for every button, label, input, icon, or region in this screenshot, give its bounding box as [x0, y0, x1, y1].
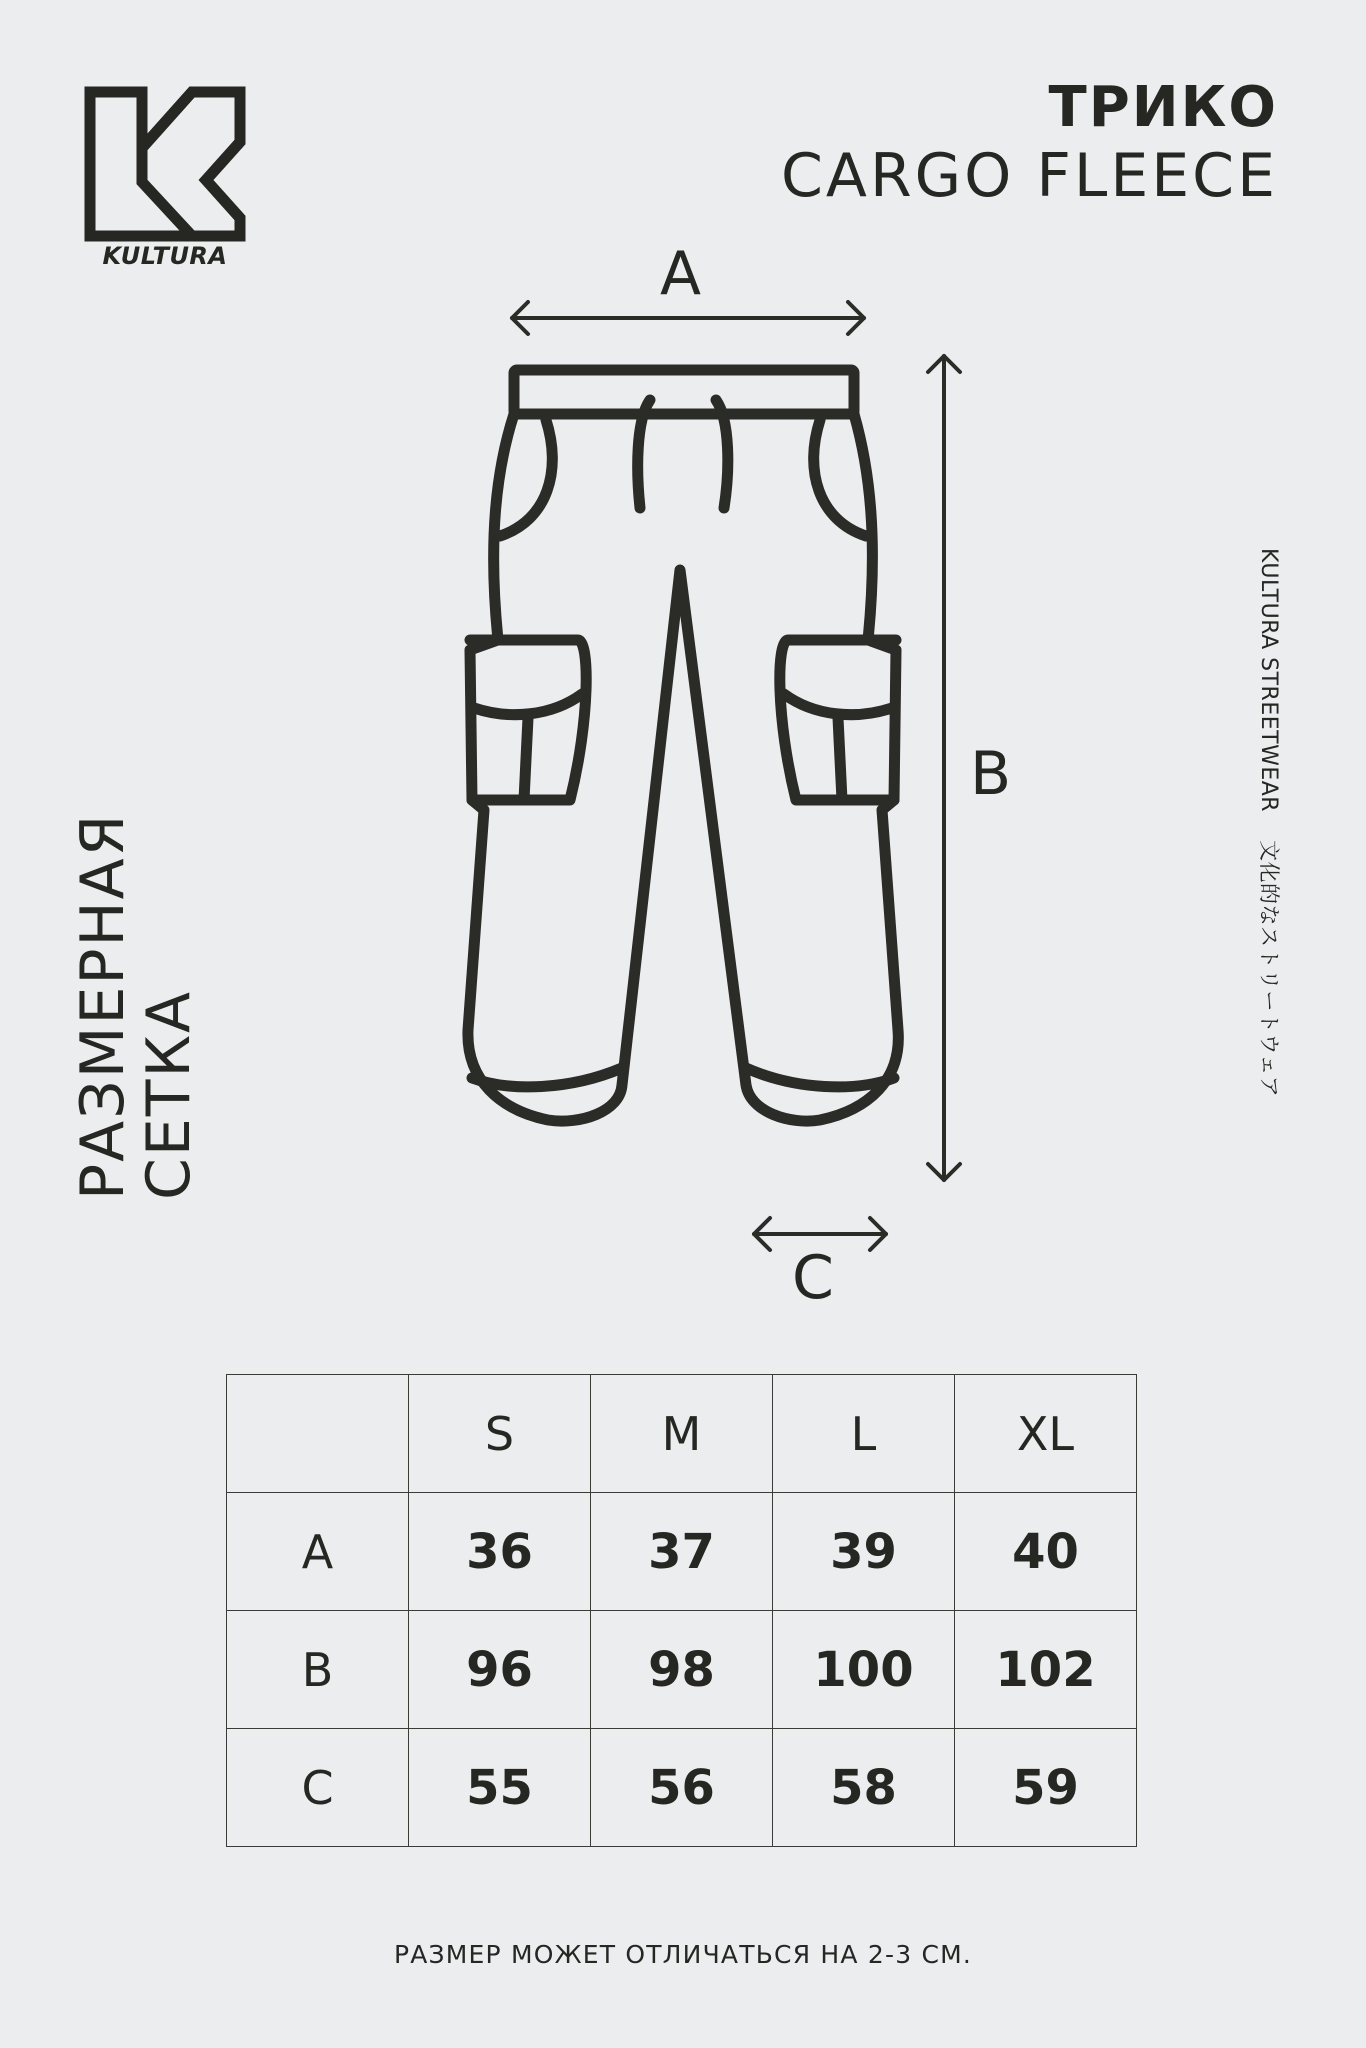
- table-row: [227, 1493, 1137, 1611]
- brand-caption: [1255, 548, 1285, 1097]
- pants-diagram: [440, 240, 980, 1320]
- table-header-cell: S: [409, 1375, 591, 1493]
- size-disclaimer: РАЗМЕР МОЖЕТ ОТЛИЧАТЬСЯ НА 2-3 СМ.: [393, 1940, 973, 1969]
- drawstring-left: [638, 400, 650, 508]
- size-chart-heading-line2: СЕТКА: [134, 989, 204, 1200]
- row-label-cell: C: [227, 1729, 409, 1847]
- table-value-cell: 39: [773, 1493, 955, 1611]
- table-header-row: [227, 1375, 1137, 1493]
- table-value-cell: 37: [591, 1493, 773, 1611]
- cuff-left: [472, 1068, 622, 1087]
- cuff-right: [746, 1068, 894, 1087]
- product-title: ТРИКО: [1048, 75, 1278, 140]
- row-label-cell: B: [227, 1611, 409, 1729]
- table-value-cell: 40: [955, 1493, 1137, 1611]
- table-header-cell: L: [773, 1375, 955, 1493]
- cargo-flap-left-line: [524, 718, 528, 800]
- table-value-cell: 96: [409, 1611, 591, 1729]
- table-value-cell: 102: [955, 1611, 1137, 1729]
- table-corner-cell: [227, 1375, 409, 1493]
- table-value-cell: 58: [773, 1729, 955, 1847]
- size-chart-heading: [70, 813, 202, 1200]
- waistband: [514, 370, 854, 414]
- row-label-cell: A: [227, 1493, 409, 1611]
- brand-caption-text: KULTURA STREETWEAR: [1256, 548, 1281, 813]
- cargo-flap-right: [784, 694, 892, 715]
- dimension-label-b: B: [970, 739, 1012, 809]
- cargo-flap-left: [474, 694, 582, 715]
- dimension-label-a: A: [660, 239, 702, 309]
- dimension-label-c: C: [792, 1243, 834, 1313]
- drawstring-right: [716, 400, 728, 508]
- cargo-flap-right-line: [838, 718, 842, 800]
- table-value-cell: 98: [591, 1611, 773, 1729]
- logo-wordmark: KULTURA: [102, 242, 228, 270]
- table-row: [227, 1729, 1137, 1847]
- table-header-cell: M: [591, 1375, 773, 1493]
- table-header-cell: XL: [955, 1375, 1137, 1493]
- table-row: [227, 1611, 1137, 1729]
- table-value-cell: 55: [409, 1729, 591, 1847]
- brand-caption-japanese: 文化的なストリートウェア: [1257, 840, 1281, 1098]
- table-value-cell: 56: [591, 1729, 773, 1847]
- product-subtitle: CARGO FLEECE: [781, 141, 1278, 211]
- table-value-cell: 100: [773, 1611, 955, 1729]
- size-chart-heading-line1: РАЗМЕРНАЯ: [68, 812, 138, 1200]
- table-value-cell: 59: [955, 1729, 1137, 1847]
- size-table: [226, 1374, 1137, 1847]
- table-value-cell: 36: [409, 1493, 591, 1611]
